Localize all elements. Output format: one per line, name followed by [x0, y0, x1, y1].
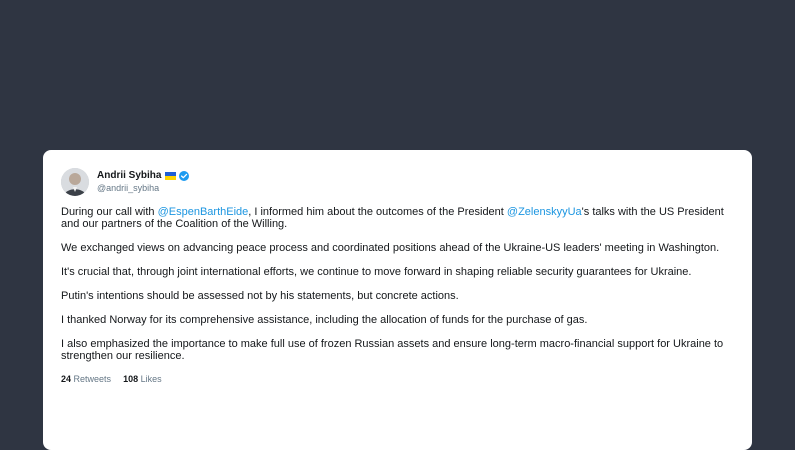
tweet-paragraph-1: During our call with @EspenBarthEide, I informed him about the outcomes of the President @ZelenskyyUa's talks with the US President and our partners of the Coalition of the Willing.: [61, 206, 724, 230]
tweet-paragraph-3: It's crucial that, through joint international efforts, we continue to move forward in shaping reliable security guarantees for Ukraine.: [61, 266, 692, 278]
mention-espenbartheide[interactable]: @EspenBarthEide: [157, 206, 249, 218]
avatar[interactable]: [61, 168, 89, 196]
tweet-header: [61, 168, 734, 196]
author-name[interactable]: Andrii Sybiha: [97, 170, 162, 181]
mention-zelenskyyua[interactable]: @ZelenskyyUa: [506, 206, 582, 218]
tweet-card: [43, 150, 752, 450]
author-name-row: [97, 170, 189, 182]
likes-stat[interactable]: 108 Likes: [123, 374, 162, 384]
author-handle[interactable]: @andrii_sybiha: [97, 183, 160, 193]
tweet-paragraph-2: We exchanged views on advancing peace process and coordinated positions ahead of the Ukraine-US leaders' meeting in Washington.: [61, 242, 720, 254]
tweet-stats: [61, 374, 734, 384]
tweet-paragraph-4: Putin's intentions should be assessed not by his statements, but concrete actions.: [61, 290, 459, 302]
author-block: [97, 170, 189, 194]
tweet-text: [61, 206, 734, 362]
retweets-stat[interactable]: 24 Retweets: [61, 374, 112, 384]
verified-badge-icon: [179, 171, 189, 181]
tweet-paragraph-6: I also emphasized the importance to make full use of frozen Russian assets and ensure long-term macro-financial support for Ukraine to strengthen our resilience.: [61, 338, 724, 362]
ukraine-flag-icon: [165, 172, 176, 180]
tweet-paragraph-5: I thanked Norway for its comprehensive assistance, including the allocation of funds for the purchase of gas.: [61, 314, 588, 326]
